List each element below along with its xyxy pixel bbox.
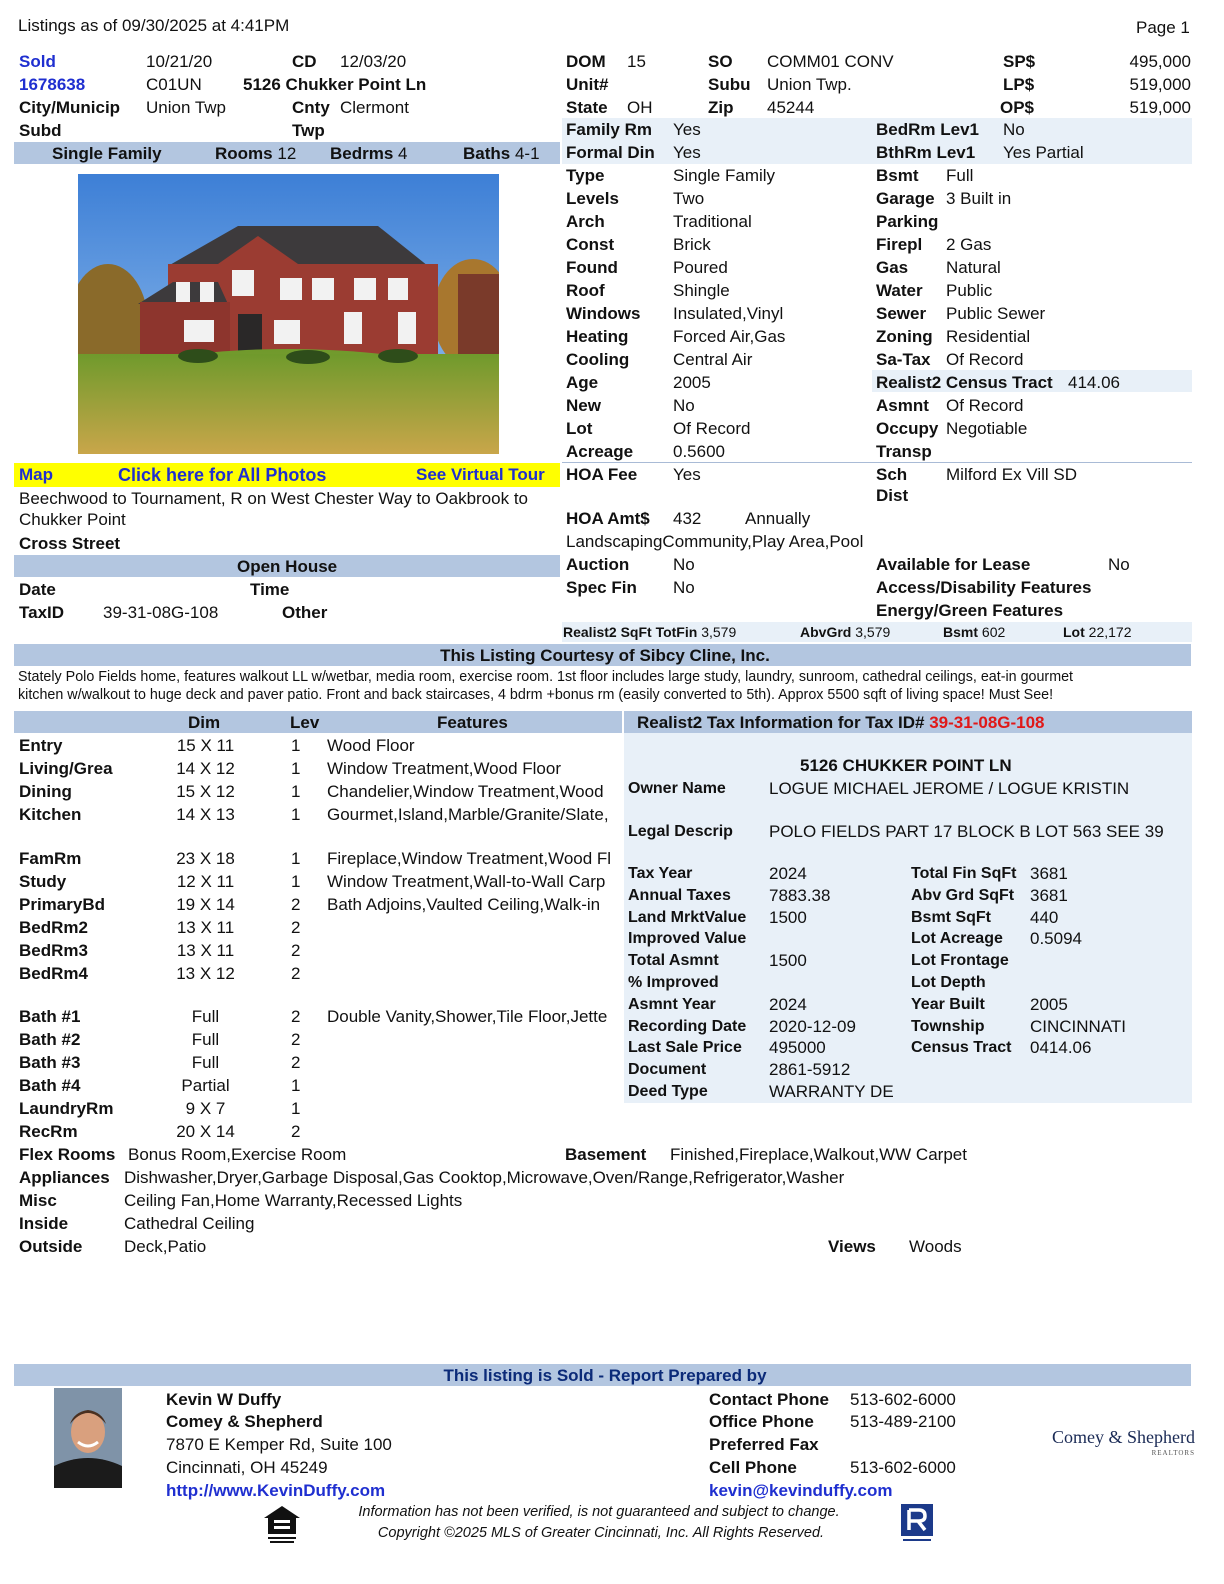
tax-label: Total Fin SqFt (911, 865, 1017, 882)
tax-value: 0.5094 (1030, 929, 1082, 949)
specfin-label: Spec Fin (566, 578, 637, 597)
outside-value: Deck,Patio (124, 1237, 207, 1256)
feature-label: Family Rm (566, 120, 652, 139)
open-house-title: Open House (237, 557, 338, 576)
room-level: 1 (291, 872, 301, 891)
inside-value: Cathedral Ceiling (124, 1214, 255, 1233)
feature-label: Formal Din (566, 143, 655, 162)
room-level: 1 (291, 736, 301, 755)
room-name: Kitchen (19, 805, 82, 824)
hoa-amt-value: 432 (673, 509, 702, 528)
divider (562, 462, 1192, 463)
room-name: FamRm (19, 849, 82, 868)
dom-label: DOM (566, 52, 606, 71)
feature-label: Bsmt (876, 166, 919, 185)
tax-label: Lot Acreage (911, 930, 1003, 948)
room-level: 2 (291, 1053, 301, 1072)
feature-value: Yes Partial (1003, 143, 1084, 162)
room-name: BedRm2 (19, 918, 88, 937)
room-level: 1 (291, 805, 301, 824)
room-name: Entry (19, 736, 63, 755)
inside-label: Inside (19, 1214, 69, 1233)
feature-value: 3 Built in (946, 189, 1012, 208)
all-photos-link[interactable]: Click here for All Photos (118, 465, 327, 485)
specfin-value: No (673, 578, 695, 597)
summary-type: Single Family (52, 144, 162, 163)
op-value: 519,000 (1129, 98, 1191, 117)
room-name: PrimaryBd (19, 895, 105, 914)
room-name: Bath #3 (19, 1053, 81, 1072)
tax-value: 2020-12-09 (769, 1016, 856, 1036)
oh-time-label: Time (250, 580, 290, 599)
school-label-2: Dist (876, 486, 909, 505)
room-name: Bath #4 (19, 1076, 81, 1095)
feature-label: Heating (566, 327, 629, 346)
views-label: Views (828, 1237, 876, 1256)
feature-label: Transp (876, 442, 932, 461)
views-value: Woods (909, 1237, 962, 1256)
feature-value: Full (946, 166, 974, 185)
feature-label: Parking (876, 212, 939, 231)
agent-code: C01UN (146, 75, 202, 94)
cd-date: 12/03/20 (340, 52, 407, 71)
feature-label: Cooling (566, 350, 630, 369)
room-dim: Full (191, 1007, 220, 1026)
outside-label: Outside (19, 1237, 83, 1256)
room-dim: Full (191, 1030, 220, 1049)
subu-label: Subu (708, 75, 751, 94)
county-value: Clermont (340, 98, 409, 117)
room-name: LaundryRm (19, 1099, 114, 1118)
feature-value: Natural (946, 258, 1001, 277)
cell-phone: 513-602-6000 (850, 1458, 956, 1477)
tax-label: Year Built (911, 995, 985, 1013)
feature-value: Insulated,Vinyl (673, 304, 784, 323)
tax-value: 0414.06 (1030, 1038, 1092, 1058)
agent-city: Cincinnati, OH 45249 (166, 1458, 328, 1477)
city-label: City/Municip (19, 98, 121, 117)
rooms-dim-header: Dim (188, 713, 221, 732)
room-dim: Partial (181, 1076, 230, 1095)
tax-title: Realist2 Tax Information for Tax ID# 39-31-08G-108 (637, 713, 1045, 732)
so-value: COMM01 CONV (767, 52, 894, 71)
room-dim: 15 X 12 (176, 782, 235, 801)
lp-value: 519,000 (1129, 75, 1191, 94)
room-level: 2 (291, 1030, 301, 1049)
room-dim: 9 X 7 (185, 1099, 226, 1118)
room-level: 2 (291, 941, 301, 960)
tax-value: 2005 (1030, 994, 1068, 1014)
room-dim: Full (191, 1053, 220, 1072)
room-dim: 14 X 13 (176, 805, 235, 824)
agent-company: Comey & Shepherd (166, 1412, 323, 1431)
tax-label: Land MrktValue (628, 908, 747, 926)
owner-label: Owner Name (628, 780, 726, 797)
county-label: Cnty (292, 98, 330, 117)
room-features: Bath Adjoins,Vaulted Ceiling,Walk-in (327, 895, 601, 914)
room-name: Study (19, 872, 67, 891)
status-label: Sold (19, 52, 56, 71)
feature-value: 2005 (673, 373, 711, 392)
feature-value: Traditional (673, 212, 752, 231)
feature-label: Sa-Tax (876, 350, 931, 369)
feature-value: 0.5600 (673, 442, 725, 461)
hoa-fee-value: Yes (673, 465, 701, 484)
feature-label: Water (876, 281, 923, 300)
feature-label: Garage (876, 189, 935, 208)
tax-label: Census Tract (911, 1039, 1012, 1057)
agent-street: 7870 E Kemper Rd, Suite 100 (166, 1435, 392, 1454)
twp-label: Twp (292, 121, 325, 140)
directions-line2: Chukker Point (19, 510, 126, 529)
room-level: 1 (291, 782, 301, 801)
room-level: 2 (291, 895, 301, 914)
room-name: RecRm (19, 1122, 78, 1141)
room-dim: 14 X 12 (176, 759, 235, 778)
summary-bedrms: Bedrms 4 (330, 144, 408, 163)
room-dim: 13 X 11 (176, 941, 235, 960)
taxid-value: 39-31-08G-108 (103, 603, 219, 622)
feature-label: Levels (566, 189, 619, 208)
page-number: Page 1 (1136, 18, 1190, 37)
room-features: Chandelier,Window Treatment,Wood (327, 782, 604, 801)
state-label: State (566, 98, 608, 117)
school-value: Milford Ex Vill SD (946, 465, 1077, 484)
flex-value: Bonus Room,Exercise Room (128, 1145, 347, 1164)
tax-value: 3681 (1030, 864, 1068, 883)
misc-label: Misc (19, 1191, 57, 1210)
feature-label: Zoning (876, 327, 933, 346)
zip-value: 45244 (767, 98, 815, 117)
basement-label: Basement (565, 1145, 647, 1164)
oh-date-label: Date (19, 580, 56, 599)
tax-label: Abv Grd SqFt (911, 886, 1015, 904)
flex-label: Flex Rooms (19, 1145, 116, 1164)
sqft-totfin: Realist2 SqFt TotFin 3,579 (563, 624, 737, 640)
tax-label: Lot Frontage (911, 952, 1009, 970)
state-value: OH (627, 98, 653, 117)
fax-label: Preferred Fax (709, 1435, 819, 1454)
agent-email-link[interactable]: kevin@kevinduffy.com (709, 1481, 893, 1500)
sqft-lot: Lot 22,172 (1063, 624, 1132, 640)
feature-label: Arch (566, 212, 605, 231)
office-phone: 513-489-2100 (850, 1412, 956, 1431)
feature-label: Firepl (876, 235, 923, 254)
room-dim: 19 X 14 (176, 895, 235, 914)
room-dim: 15 X 11 (176, 736, 235, 755)
feature-label: Age (566, 373, 599, 392)
access-label: Access/Disability Features (876, 578, 1092, 597)
realtor-icon (899, 1502, 935, 1544)
room-features: Double Vanity,Shower,Tile Floor,Jette (327, 1007, 608, 1026)
feature-label: Occupy (876, 419, 939, 438)
room-level: 1 (291, 1076, 301, 1095)
lp-label: LP$ (1003, 75, 1035, 94)
virtual-tour-link[interactable]: See Virtual Tour (416, 465, 545, 484)
feature-label: Const (566, 235, 615, 254)
tax-label: Township (911, 1017, 985, 1035)
feature-label: Sewer (876, 304, 927, 323)
feature-label: Asmnt (876, 396, 929, 415)
feature-value: Public Sewer (946, 304, 1046, 323)
feature-value: 2 Gas (946, 235, 992, 254)
summary-baths: Baths 4-1 (463, 144, 540, 163)
tax-value: 1500 (769, 907, 807, 927)
room-features: Gourmet,Island,Marble/Granite/Slate, (327, 805, 609, 824)
rooms-features-header: Features (437, 713, 508, 732)
feature-label: Type (566, 166, 605, 185)
rooms-lev-header: Lev (290, 713, 320, 732)
feature-label: BthRm Lev1 (876, 143, 976, 162)
tax-value: 7883.38 (769, 885, 831, 905)
feature-value: Poured (673, 258, 728, 277)
feature-label: Roof (566, 281, 605, 300)
appliances-label: Appliances (19, 1168, 110, 1187)
owner-value: LOGUE MICHAEL JEROME / LOGUE KRISTIN (769, 779, 1130, 798)
agent-name: Kevin W Duffy (166, 1390, 282, 1409)
tax-label: Lot Depth (911, 974, 986, 991)
feature-label: New (566, 396, 601, 415)
room-dim: 23 X 18 (176, 849, 235, 868)
feature-label: Found (566, 258, 618, 277)
tax-label: Improved Value (628, 930, 747, 948)
feature-label: Windows (566, 304, 641, 323)
feature-value: Two (673, 189, 705, 208)
feature-label: Gas (876, 258, 909, 277)
sp-label: SP$ (1003, 52, 1036, 71)
appliances-value: Dishwasher,Dryer,Garbage Disposal,Gas Cooktop,Microwave,Oven/Range,Refrigerator,Washer (124, 1168, 845, 1187)
tax-label: Annual Taxes (628, 886, 731, 904)
hoa-fee-label: HOA Fee (566, 465, 638, 484)
room-features: Fireplace,Window Treatment,Wood Fl (327, 849, 612, 868)
room-level: 2 (291, 964, 301, 983)
feature-value: Central Air (673, 350, 753, 369)
house-photo[interactable] (78, 174, 499, 454)
feature-value: Yes (673, 143, 701, 162)
feature-value: Forced Air,Gas (673, 327, 786, 346)
feature-value: Shingle (673, 281, 730, 300)
room-name: Bath #1 (19, 1007, 81, 1026)
tax-value: WARRANTY DE (769, 1082, 894, 1101)
unit-label: Unit# (566, 75, 609, 94)
feature-value: Of Record (673, 419, 751, 438)
cross-street-label: Cross Street (19, 534, 121, 553)
school-label-1: Sch (876, 465, 908, 484)
room-level: 1 (291, 1099, 301, 1118)
room-dim: 12 X 11 (176, 872, 235, 891)
room-dim: 20 X 14 (176, 1122, 235, 1141)
feature-label: BedRm Lev1 (876, 120, 979, 139)
feature-value: No (673, 396, 695, 415)
feature-value: No (1003, 120, 1025, 139)
subd-label: Subd (19, 121, 62, 140)
feature-value: 414.06 (1068, 373, 1120, 392)
feature-label: Lot (566, 419, 593, 438)
tax-address: 5126 CHUKKER POINT LN (800, 756, 1012, 775)
room-level: 2 (291, 1122, 301, 1141)
hoa-amt-label: HOA Amt$ (566, 509, 650, 528)
hoa-amenities: LandscapingCommunity,Play Area,Pool (566, 532, 864, 551)
sqft-abvgrd: AbvGrd 3,579 (800, 624, 891, 640)
sold-banner: This listing is Sold - Report Prepared by (443, 1366, 767, 1385)
tax-label: Document (628, 1061, 707, 1079)
room-features: Wood Floor (327, 736, 415, 755)
tax-label: Asmnt Year (628, 995, 716, 1013)
feature-value: Single Family (673, 166, 776, 185)
tax-value: 2024 (769, 864, 807, 883)
sp-value: 495,000 (1129, 52, 1191, 71)
directions-line1: Beechwood to Tournament, R on West Chester Way to Oakbrook to (19, 489, 528, 508)
cell-phone-label: Cell Phone (709, 1458, 797, 1477)
lease-label: Available for Lease (876, 555, 1031, 574)
feature-label: Realist2 Census Tract (876, 373, 1053, 392)
room-level: 2 (291, 918, 301, 937)
energy-label: Energy/Green Features (876, 601, 1064, 620)
room-level: 1 (291, 759, 301, 778)
agent-avatar (54, 1388, 122, 1488)
tax-label: Tax Year (628, 865, 693, 882)
tax-label: Total Asmnt (628, 952, 719, 970)
feature-value: Yes (673, 120, 701, 139)
feature-value: Of Record (946, 396, 1024, 415)
tax-label: Recording Date (628, 1017, 747, 1035)
legal-label: Legal Descrip (628, 823, 733, 840)
sqft-bsmt: Bsmt 602 (943, 624, 1006, 640)
lease-value: No (1108, 555, 1130, 574)
sold-date: 10/21/20 (146, 52, 213, 71)
tax-label: Last Sale Price (628, 1039, 742, 1057)
room-dim: 13 X 12 (176, 964, 235, 983)
agent-website-link[interactable]: http://www.KevinDuffy.com (166, 1481, 386, 1500)
tax-value: 2861-5912 (769, 1060, 851, 1080)
basement-value: Finished,Fireplace,Walkout,WW Carpet (670, 1145, 967, 1164)
auction-value: No (673, 555, 695, 574)
tax-value: 2024 (769, 994, 807, 1014)
feature-value: Negotiable (946, 419, 1028, 438)
brokerage-logo: Comey & Shepherd REALTORS (1052, 1427, 1195, 1457)
city-value: Union Twp (146, 98, 227, 117)
tax-label: % Improved (628, 974, 719, 991)
misc-value: Ceiling Fan,Home Warranty,Recessed Lights (124, 1191, 463, 1210)
oh-other-label: Other (282, 603, 328, 622)
hoa-freq: Annually (745, 509, 811, 528)
mls-id-link[interactable]: 1678638 (19, 75, 86, 94)
summary-rooms: Rooms 12 (215, 144, 297, 163)
legal-value: POLO FIELDS PART 17 BLOCK B LOT 563 SEE 39 (769, 822, 1164, 841)
room-dim: 13 X 11 (176, 918, 235, 937)
cd-label: CD (292, 52, 317, 71)
feature-value: Residential (946, 327, 1031, 346)
tax-value: 495000 (769, 1038, 826, 1058)
auction-label: Auction (566, 555, 630, 574)
contact-phone: 513-602-6000 (850, 1390, 956, 1409)
room-name: BedRm4 (19, 964, 88, 983)
room-name: Dining (19, 782, 72, 801)
feature-value: Public (946, 281, 993, 300)
map-link[interactable]: Map (19, 465, 53, 484)
disclaimer-line1: Information has not been verified, is not guaranteed and subject to change. (358, 1504, 840, 1520)
op-label: OP$ (1000, 98, 1035, 117)
office-phone-label: Office Phone (709, 1412, 814, 1431)
remarks-line1: Stately Polo Fields home, features walkout LL w/wetbar, media room, exercise room. 1st floor includes large study, laundry, sunroom, cathedral ceilings, eat-in gourmet (18, 669, 1074, 685)
room-name: BedRm3 (19, 941, 88, 960)
feature-value: Of Record (946, 350, 1024, 369)
room-level: 2 (291, 1007, 301, 1026)
tax-value: 1500 (769, 951, 807, 971)
remarks-line2: kitchen w/walkout to huge deck and paver patio. Front and back staircases, 4 bdrm +bonus rm (easily converted to 5th). Approx 5500 sqft of living space! Must See! (18, 687, 1054, 703)
feature-label: Acreage (566, 442, 634, 461)
subu-value: Union Twp. (767, 75, 852, 94)
listing-address: 5126 Chukker Point Ln (243, 75, 427, 94)
listings-timestamp: Listings as of 09/30/2025 at 4:41PM (18, 16, 290, 35)
listing-courtesy: This Listing Courtesy of Sibcy Cline, Inc. (440, 646, 770, 665)
feature-value: Brick (673, 235, 711, 254)
contact-phone-label: Contact Phone (709, 1390, 829, 1409)
disclaimer-line2: Copyright ©2025 MLS of Greater Cincinnati, Inc. All Rights Reserved. (377, 1525, 825, 1541)
room-level: 1 (291, 849, 301, 868)
room-name: Bath #2 (19, 1030, 81, 1049)
dom-value: 15 (627, 52, 646, 71)
room-name: Living/Grea (19, 759, 113, 778)
tax-label: Bsmt SqFt (911, 908, 991, 926)
room-features: Window Treatment,Wood Floor (327, 759, 561, 778)
tax-value: 3681 (1030, 885, 1068, 905)
so-label: SO (708, 52, 733, 71)
tax-label: Deed Type (628, 1083, 708, 1100)
room-features: Window Treatment,Wall-to-Wall Carp (327, 872, 606, 891)
zip-label: Zip (708, 98, 734, 117)
tax-value: 440 (1030, 907, 1059, 927)
taxid-label: TaxID (19, 603, 65, 622)
tax-value: CINCINNATI (1030, 1016, 1127, 1036)
